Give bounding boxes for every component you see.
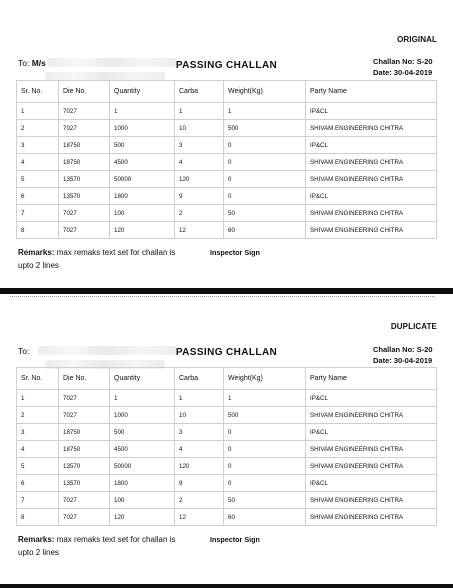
cell-die-no: 13570 <box>59 188 110 205</box>
page-title: PASSING CHALLAN <box>175 60 278 71</box>
table-row <box>17 120 437 137</box>
cell-party-name: SHIVAM ENGINEERING CHITRA <box>306 492 437 509</box>
cell-quantity: 4500 <box>110 154 175 171</box>
cell-die-no: 18750 <box>59 137 110 154</box>
column-header-sr-no: Sr. No. <box>17 81 59 103</box>
cell-weight: 50 <box>224 492 306 509</box>
table-row <box>17 154 437 171</box>
cell-die-no: 7027 <box>59 205 110 222</box>
cell-party-name: IP&CL <box>306 424 437 441</box>
column-header-weight: Weight(Kg) <box>224 368 306 390</box>
cell-weight: 0 <box>224 424 306 441</box>
cell-die-no: 7027 <box>59 492 110 509</box>
cell-party-name: SHIVAM ENGINEERING CHITRA <box>306 407 437 424</box>
cell-party-name: SHIVAM ENGINEERING CHITRA <box>306 120 437 137</box>
table-row <box>17 205 437 222</box>
cell-party-name: IP&CL <box>306 137 437 154</box>
cell-weight: 0 <box>224 475 306 492</box>
cell-quantity: 50000 <box>110 458 175 475</box>
table-header-row <box>17 81 437 103</box>
items-table <box>16 80 437 239</box>
cell-weight: 60 <box>224 222 306 239</box>
cell-die-no: 7027 <box>59 407 110 424</box>
cell-sr-no: 8 <box>17 509 59 526</box>
cell-party-name: IP&CL <box>306 103 437 120</box>
duplicate-copy <box>0 296 453 588</box>
cell-carba: 3 <box>175 424 224 441</box>
cell-weight: 500 <box>224 120 306 137</box>
cell-carba: 10 <box>175 407 224 424</box>
challan-meta <box>373 56 433 78</box>
cell-quantity: 50000 <box>110 171 175 188</box>
cell-sr-no: 5 <box>17 171 59 188</box>
cell-die-no: 18750 <box>59 424 110 441</box>
cell-quantity: 100 <box>110 205 175 222</box>
cell-die-no: 7027 <box>59 103 110 120</box>
cell-carba: 2 <box>175 492 224 509</box>
cell-party-name: SHIVAM ENGINEERING CHITRA <box>306 205 437 222</box>
cell-party-name: IP&CL <box>306 188 437 205</box>
cell-quantity: 500 <box>110 424 175 441</box>
cell-weight: 50 <box>224 205 306 222</box>
to-label: To: <box>18 58 30 68</box>
cell-carba: 1 <box>175 390 224 407</box>
column-header-quantity: Quantity <box>110 368 175 390</box>
cell-carba: 10 <box>175 120 224 137</box>
cell-carba: 2 <box>175 205 224 222</box>
cell-die-no: 18750 <box>59 154 110 171</box>
cell-carba: 12 <box>175 509 224 526</box>
challan-date: Date: 30-04-2019 <box>373 356 433 365</box>
cell-sr-no: 1 <box>17 103 59 120</box>
table-header <box>17 368 437 390</box>
cell-carba: 3 <box>175 137 224 154</box>
column-header-weight: Weight(Kg) <box>224 81 306 103</box>
cell-carba: 120 <box>175 171 224 188</box>
cell-sr-no: 6 <box>17 475 59 492</box>
cell-quantity: 120 <box>110 509 175 526</box>
cell-quantity: 1000 <box>110 120 175 137</box>
table-body <box>17 103 437 239</box>
table-row <box>17 475 437 492</box>
cell-weight: 0 <box>224 171 306 188</box>
cell-die-no: 13570 <box>59 458 110 475</box>
to-label: To: <box>18 346 30 356</box>
cell-party-name: SHIVAM ENGINEERING CHITRA <box>306 441 437 458</box>
page-title: PASSING CHALLAN <box>175 347 278 358</box>
cell-party-name: SHIVAM ENGINEERING CHITRA <box>306 171 437 188</box>
cell-weight: 0 <box>224 188 306 205</box>
table-row <box>17 492 437 509</box>
cell-sr-no: 1 <box>17 390 59 407</box>
items-table <box>16 367 437 526</box>
remarks-text: max remaks text set for challan is upto 2 lines <box>18 248 176 270</box>
cell-die-no: 7027 <box>59 390 110 407</box>
column-header-party-name: Party Name <box>306 81 437 103</box>
table-row <box>17 188 437 205</box>
table-row <box>17 103 437 120</box>
cell-die-no: 18750 <box>59 441 110 458</box>
cell-sr-no: 4 <box>17 441 59 458</box>
cell-party-name: IP&CL <box>306 475 437 492</box>
column-header-quantity: Quantity <box>110 81 175 103</box>
column-header-carba: Carba <box>175 81 224 103</box>
cell-weight: 0 <box>224 458 306 475</box>
cell-die-no: 13570 <box>59 171 110 188</box>
cell-weight: 0 <box>224 154 306 171</box>
cell-carba: 4 <box>175 154 224 171</box>
table-row <box>17 424 437 441</box>
cell-carba: 4 <box>175 441 224 458</box>
column-header-carba: Carba <box>175 368 224 390</box>
remarks-label: Remarks: <box>18 535 55 544</box>
cell-quantity: 500 <box>110 137 175 154</box>
cell-party-name: SHIVAM ENGINEERING CHITRA <box>306 458 437 475</box>
challan-number: Challan No: S-20 <box>373 345 433 354</box>
cell-sr-no: 3 <box>17 137 59 154</box>
cell-party-name: IP&CL <box>306 390 437 407</box>
challan-meta <box>373 344 433 366</box>
cell-die-no: 7027 <box>59 222 110 239</box>
table-body <box>17 390 437 526</box>
cell-carba: 120 <box>175 458 224 475</box>
table-header-row <box>17 368 437 390</box>
column-header-die-no: Die No. <box>59 368 110 390</box>
cell-sr-no: 7 <box>17 205 59 222</box>
cell-weight: 1 <box>224 390 306 407</box>
column-header-die-no: Die No. <box>59 81 110 103</box>
cell-weight: 1 <box>224 103 306 120</box>
table-row <box>17 509 437 526</box>
cell-quantity: 4500 <box>110 441 175 458</box>
cell-sr-no: 3 <box>17 424 59 441</box>
challan-date: Date: 30-04-2019 <box>373 68 433 77</box>
table-row <box>17 137 437 154</box>
table-row <box>17 407 437 424</box>
column-header-sr-no: Sr. No. <box>17 368 59 390</box>
cell-sr-no: 2 <box>17 407 59 424</box>
cell-weight: 60 <box>224 509 306 526</box>
table-header <box>17 81 437 103</box>
cell-sr-no: 4 <box>17 154 59 171</box>
copy-label: DUPLICATE <box>390 322 437 331</box>
cell-quantity: 1 <box>110 390 175 407</box>
cell-quantity: 1000 <box>110 407 175 424</box>
cell-quantity: 100 <box>110 492 175 509</box>
cell-sr-no: 5 <box>17 458 59 475</box>
inspector-sign: Inspector Sign <box>210 535 260 544</box>
cell-sr-no: 2 <box>17 120 59 137</box>
cell-party-name: SHIVAM ENGINEERING CHITRA <box>306 154 437 171</box>
cell-weight: 500 <box>224 407 306 424</box>
copy-label: ORIGINAL <box>397 35 437 44</box>
cell-weight: 0 <box>224 137 306 154</box>
column-header-party-name: Party Name <box>306 368 437 390</box>
cell-die-no: 13570 <box>59 475 110 492</box>
cell-weight: 0 <box>224 441 306 458</box>
cell-sr-no: 6 <box>17 188 59 205</box>
remarks-label: Remarks: <box>18 248 55 257</box>
original-copy <box>0 0 453 288</box>
remarks <box>18 247 178 272</box>
cell-die-no: 7027 <box>59 509 110 526</box>
cell-carba: 12 <box>175 222 224 239</box>
remarks-text: max remaks text set for challan is upto 2 lines <box>18 535 176 557</box>
inspector-sign: Inspector Sign <box>210 248 260 257</box>
cell-quantity: 1 <box>110 103 175 120</box>
cell-carba: 9 <box>175 475 224 492</box>
cell-carba: 9 <box>175 188 224 205</box>
page-bottom-edge <box>0 584 453 588</box>
cell-carba: 1 <box>175 103 224 120</box>
table-row <box>17 222 437 239</box>
table-row <box>17 390 437 407</box>
cell-quantity: 1800 <box>110 188 175 205</box>
page-divider <box>0 288 453 294</box>
challan-number: Challan No: S-20 <box>373 57 433 66</box>
cell-sr-no: 7 <box>17 492 59 509</box>
cell-party-name: SHIVAM ENGINEERING CHITRA <box>306 509 437 526</box>
cell-quantity: 1800 <box>110 475 175 492</box>
cell-sr-no: 8 <box>17 222 59 239</box>
to-name: M/s <box>31 58 46 68</box>
table-row <box>17 441 437 458</box>
cell-quantity: 120 <box>110 222 175 239</box>
cell-party-name: SHIVAM ENGINEERING CHITRA <box>306 222 437 239</box>
remarks <box>18 534 178 559</box>
table-row <box>17 458 437 475</box>
cell-die-no: 7027 <box>59 120 110 137</box>
table-row <box>17 171 437 188</box>
